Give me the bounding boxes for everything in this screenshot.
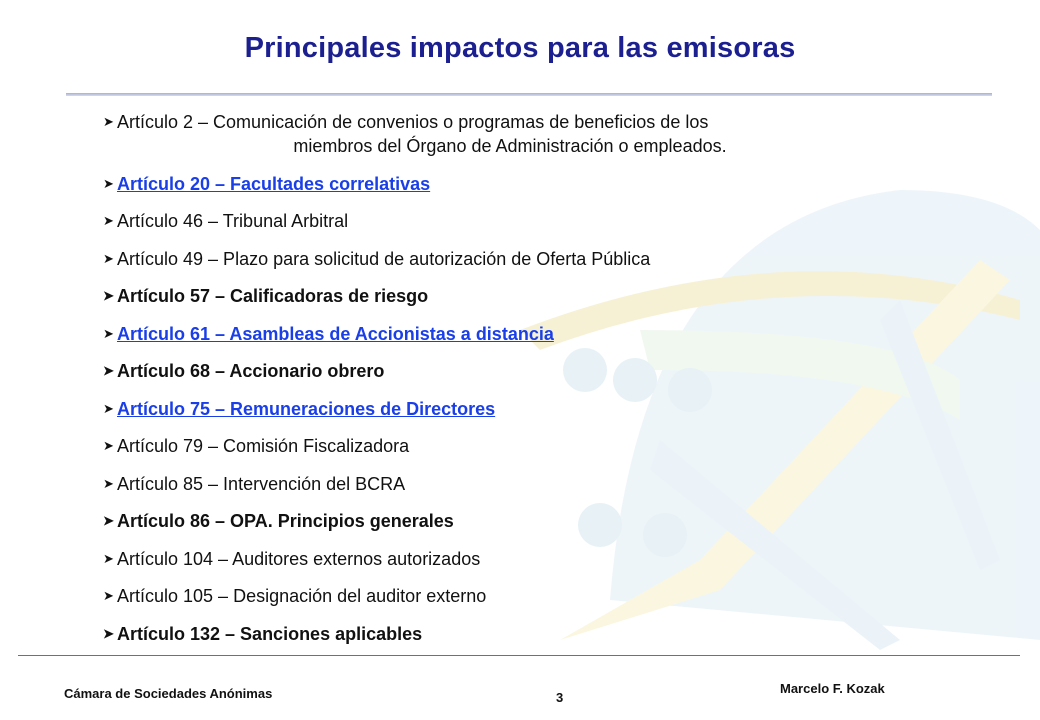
arrow-bullet-icon: ➤ (103, 513, 114, 528)
arrow-bullet-icon: ➤ (103, 114, 114, 129)
list-item: ➤ Artículo 105 – Designación del auditor externo (103, 586, 487, 606)
arrow-bullet-icon: ➤ (103, 363, 114, 378)
list-item: ➤ Artículo 49 – Plazo para solicitud de autorización de Oferta Pública (103, 248, 651, 269)
list-item: ➤ Artículo 57 – Calificadoras de riesgo (103, 286, 429, 306)
arrow-bullet-icon: ➤ (103, 400, 114, 416)
list-item: ➤ Artículo 79 – Comisión Fiscalizadora (103, 436, 410, 456)
arrow-bullet-icon: ➤ (103, 550, 114, 566)
list-item: ➤ Artículo 68 – Accionario obrero (103, 361, 385, 381)
page-number: 3 (556, 690, 564, 705)
title-divider (66, 93, 992, 96)
list-item: ➤ Artículo 2 – Comunicación de convenios o programas de beneficios de los miembros del Órgano de Administración o empleados. (103, 112, 727, 156)
footer-author: Marcelo F. Kozak (780, 681, 885, 696)
list-item: ➤ Artículo 86 – OPA. Principios generales (103, 511, 454, 531)
list-item: ➤ Artículo 104 – Auditores externos autorizados (103, 548, 481, 569)
arrow-bullet-icon: ➤ (103, 588, 114, 603)
footer-divider (18, 655, 1020, 656)
list-item-link[interactable]: ➤ Artículo 61 – Asambleas de Accionistas a distancia (103, 323, 554, 344)
arrow-bullet-icon: ➤ (103, 438, 114, 453)
page-title: Principales impactos para las emisoras (244, 32, 796, 64)
arrow-bullet-icon: ➤ (103, 288, 114, 303)
arrow-bullet-icon: ➤ (103, 213, 114, 228)
list-item: ➤ Artículo 46 – Tribunal Arbitral (103, 211, 349, 231)
list-item: ➤ Artículo 85 – Intervención del BCRA (103, 473, 406, 494)
arrow-bullet-icon: ➤ (103, 175, 114, 191)
article-list (103, 110, 933, 659)
list-item-link[interactable]: ➤ Artículo 20 – Facultades correlativas (103, 173, 431, 194)
arrow-bullet-icon: ➤ (103, 250, 114, 266)
list-item-link[interactable]: ➤ Artículo 75 – Remuneraciones de Directores (103, 398, 496, 419)
arrow-bullet-icon: ➤ (103, 475, 114, 491)
list-item: ➤ Artículo 132 – Sanciones aplicables (103, 623, 423, 644)
arrow-bullet-icon: ➤ (103, 625, 114, 641)
footer-organization: Cámara de Sociedades Anónimas (64, 686, 273, 701)
arrow-bullet-icon: ➤ (103, 325, 114, 341)
